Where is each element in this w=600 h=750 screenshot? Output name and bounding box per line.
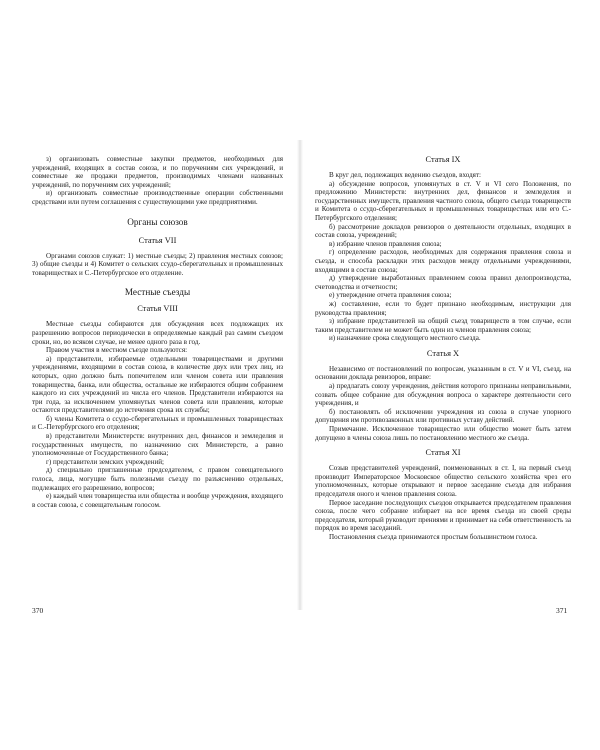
paragraph: Правом участия в местном съезде пользуются: xyxy=(46,346,188,355)
paragraph: Независимо от постановлений по вопросам, указанным в ст. V и VI, съезд, на основании доклада ревизоров, вправе: xyxy=(315,364,571,382)
article-heading: Статья IX xyxy=(425,155,461,164)
paragraph: и) назначение срока следующего местного съезда. xyxy=(329,334,481,343)
paragraph: г) определение расходов, необходимых для содержания правления союза и съезда, и способа раскладки этих расходов между отдельными учреждениями, входящими в состав союза; xyxy=(315,248,571,274)
paragraph: з) организовать совместные закупки предметов, необходимых для учреждений, входящих в состав союза, и по поручениям сих учреждений, и совместные же продажи предметов, производимых членами названных учреждений, по поручениям сих учреждений; xyxy=(32,155,283,189)
left-page xyxy=(32,155,283,600)
paragraph: д) специально приглашенные председателем, с правом совещательного голоса, лица, могущие быть полезными съезду по разъяснению отдельных, подлежащих его разрешению, вопросов; xyxy=(32,466,283,492)
paragraph: д) утверждение выработанных правлением союза правил делопроизводства, счетоводства и отчетности; xyxy=(315,274,571,291)
article-heading: Статья VIII xyxy=(137,304,178,314)
book-gutter xyxy=(297,140,303,610)
paragraph: Органами союзов служат: 1) местные съезды; 2) правления местных союзов; 3) общие съезды и 4) Комитет о сельских ссудо-сберегательных и промышленных товариществах и С.-Петербургское его отделение. xyxy=(32,251,283,277)
paragraph: б) постановлять об исключении учреждения из союза в случае упорного допущения им противозаконных или противных уставу действий. xyxy=(315,407,571,425)
paragraph: е) каждый член товарищества или общества и вообще учреждения, входящего в состав союза, с совещательным голосом. xyxy=(32,492,283,509)
paragraph: а) представители, избираемые отдельными товариществами и другими учреждениями, входящими в состав союза, в количестве двух или трех лиц, из которых, одно должно быть попечителем или членом совета или правления товарищества, банка, или общества, остальные же избираются общим собранием каждого из сих учреждений из числа его членов. Представители избираются на три года, за исключением упомянутых членов совета или правления, которые остаются представителями до истечения срока их службы; xyxy=(32,354,283,415)
section-heading: Органы союзов xyxy=(127,216,188,227)
paragraph: б) члены Комитета о ссудо-сберегательных и промышленных товариществах и С.-Петербургского его отделения; xyxy=(32,414,283,432)
article-heading: Статья X xyxy=(426,348,460,358)
paragraph: а) обсуждение вопросов, упомянутых в ст. V и VI сего Положения, по предложению Министерств: внутренних дел, финансов и земледелия и государственных имуществ, правления частного союза, общего съезда товариществ и Комитета о ссудо-сберегательных и промышленных товариществах или его С.-Петербургского отделения; xyxy=(315,179,571,222)
paragraph: г) представители земских учреждений; xyxy=(46,457,165,466)
paragraph: в) избрание членов правления союза; xyxy=(329,239,442,248)
paragraph: б) рассмотрение докладов ревизоров о деятельности отдельных, входящих в состав союза, учреждений; xyxy=(315,222,571,240)
paragraph: е) утверждение отчета правления союза; xyxy=(329,291,452,300)
paragraph: з) избрание представителей на общий съезд товариществ в том случае, если таким представителем не может быть один из членов правления союза; xyxy=(315,317,571,334)
paragraph: Местные съезды собираются для обсуждения всех подлежащих их разрешению вопросов периодически в определяемые каждый раз самим съездом сроки, но, во всяком случае, не менее одного раза в год. xyxy=(32,320,283,346)
paragraph: и) организовать совместные производственные операции собственными средствами или путем соглашения с существующими уже предприятиями. xyxy=(32,189,283,206)
section-heading: Местные съезды xyxy=(124,287,191,298)
article-heading: Статья VII xyxy=(138,235,177,245)
paragraph: В круг дел, подлежащих ведению съездов, входят: xyxy=(329,171,482,179)
paragraph: Созыв представителей учреждений, поименованных в ст. I, на первый съезд производит Императорское Московское общество сельского хозяйства чрез его уполномоченных, которые открывают и первое заседание съезда для избрания председателя оного и членов правления союза. xyxy=(315,464,571,498)
right-page-number: 371 xyxy=(556,606,568,615)
paragraph: ж) составление, если то будет признано необходимым, инструкции для руководства правления; xyxy=(315,299,571,317)
paragraph: в) представители Министерств: внутренних дел, финансов и земледелия и государственных имуществ, по назначению сих Министерств, а равно уполномоченные от Государственного банка; xyxy=(32,432,283,458)
paragraph: Примечание. Исключенное товарищество или общество может быть затем допущено в члены союза лишь по постановлению местного же съезда. xyxy=(315,425,571,442)
article-heading: Статья XI xyxy=(425,448,461,458)
paragraph: а) предлагать союзу учреждения, действия которого признаны неправильными, созвать общее собрание для обсуждения вопроса о характере деятельности сего учреждения, и xyxy=(315,382,571,408)
paragraph: Первое заседание последующих съездов открывается председателем правления союза, после чего собрание избирает на все время съезда из своей среды председателя, который руководит прениями и принимает на себя ответственность за порядок во время заседаний. xyxy=(315,498,571,533)
right-page xyxy=(315,155,571,600)
paragraph: Постановления съезда принимаются простым большинством голоса. xyxy=(329,532,538,541)
left-page-number: 370 xyxy=(32,606,44,615)
